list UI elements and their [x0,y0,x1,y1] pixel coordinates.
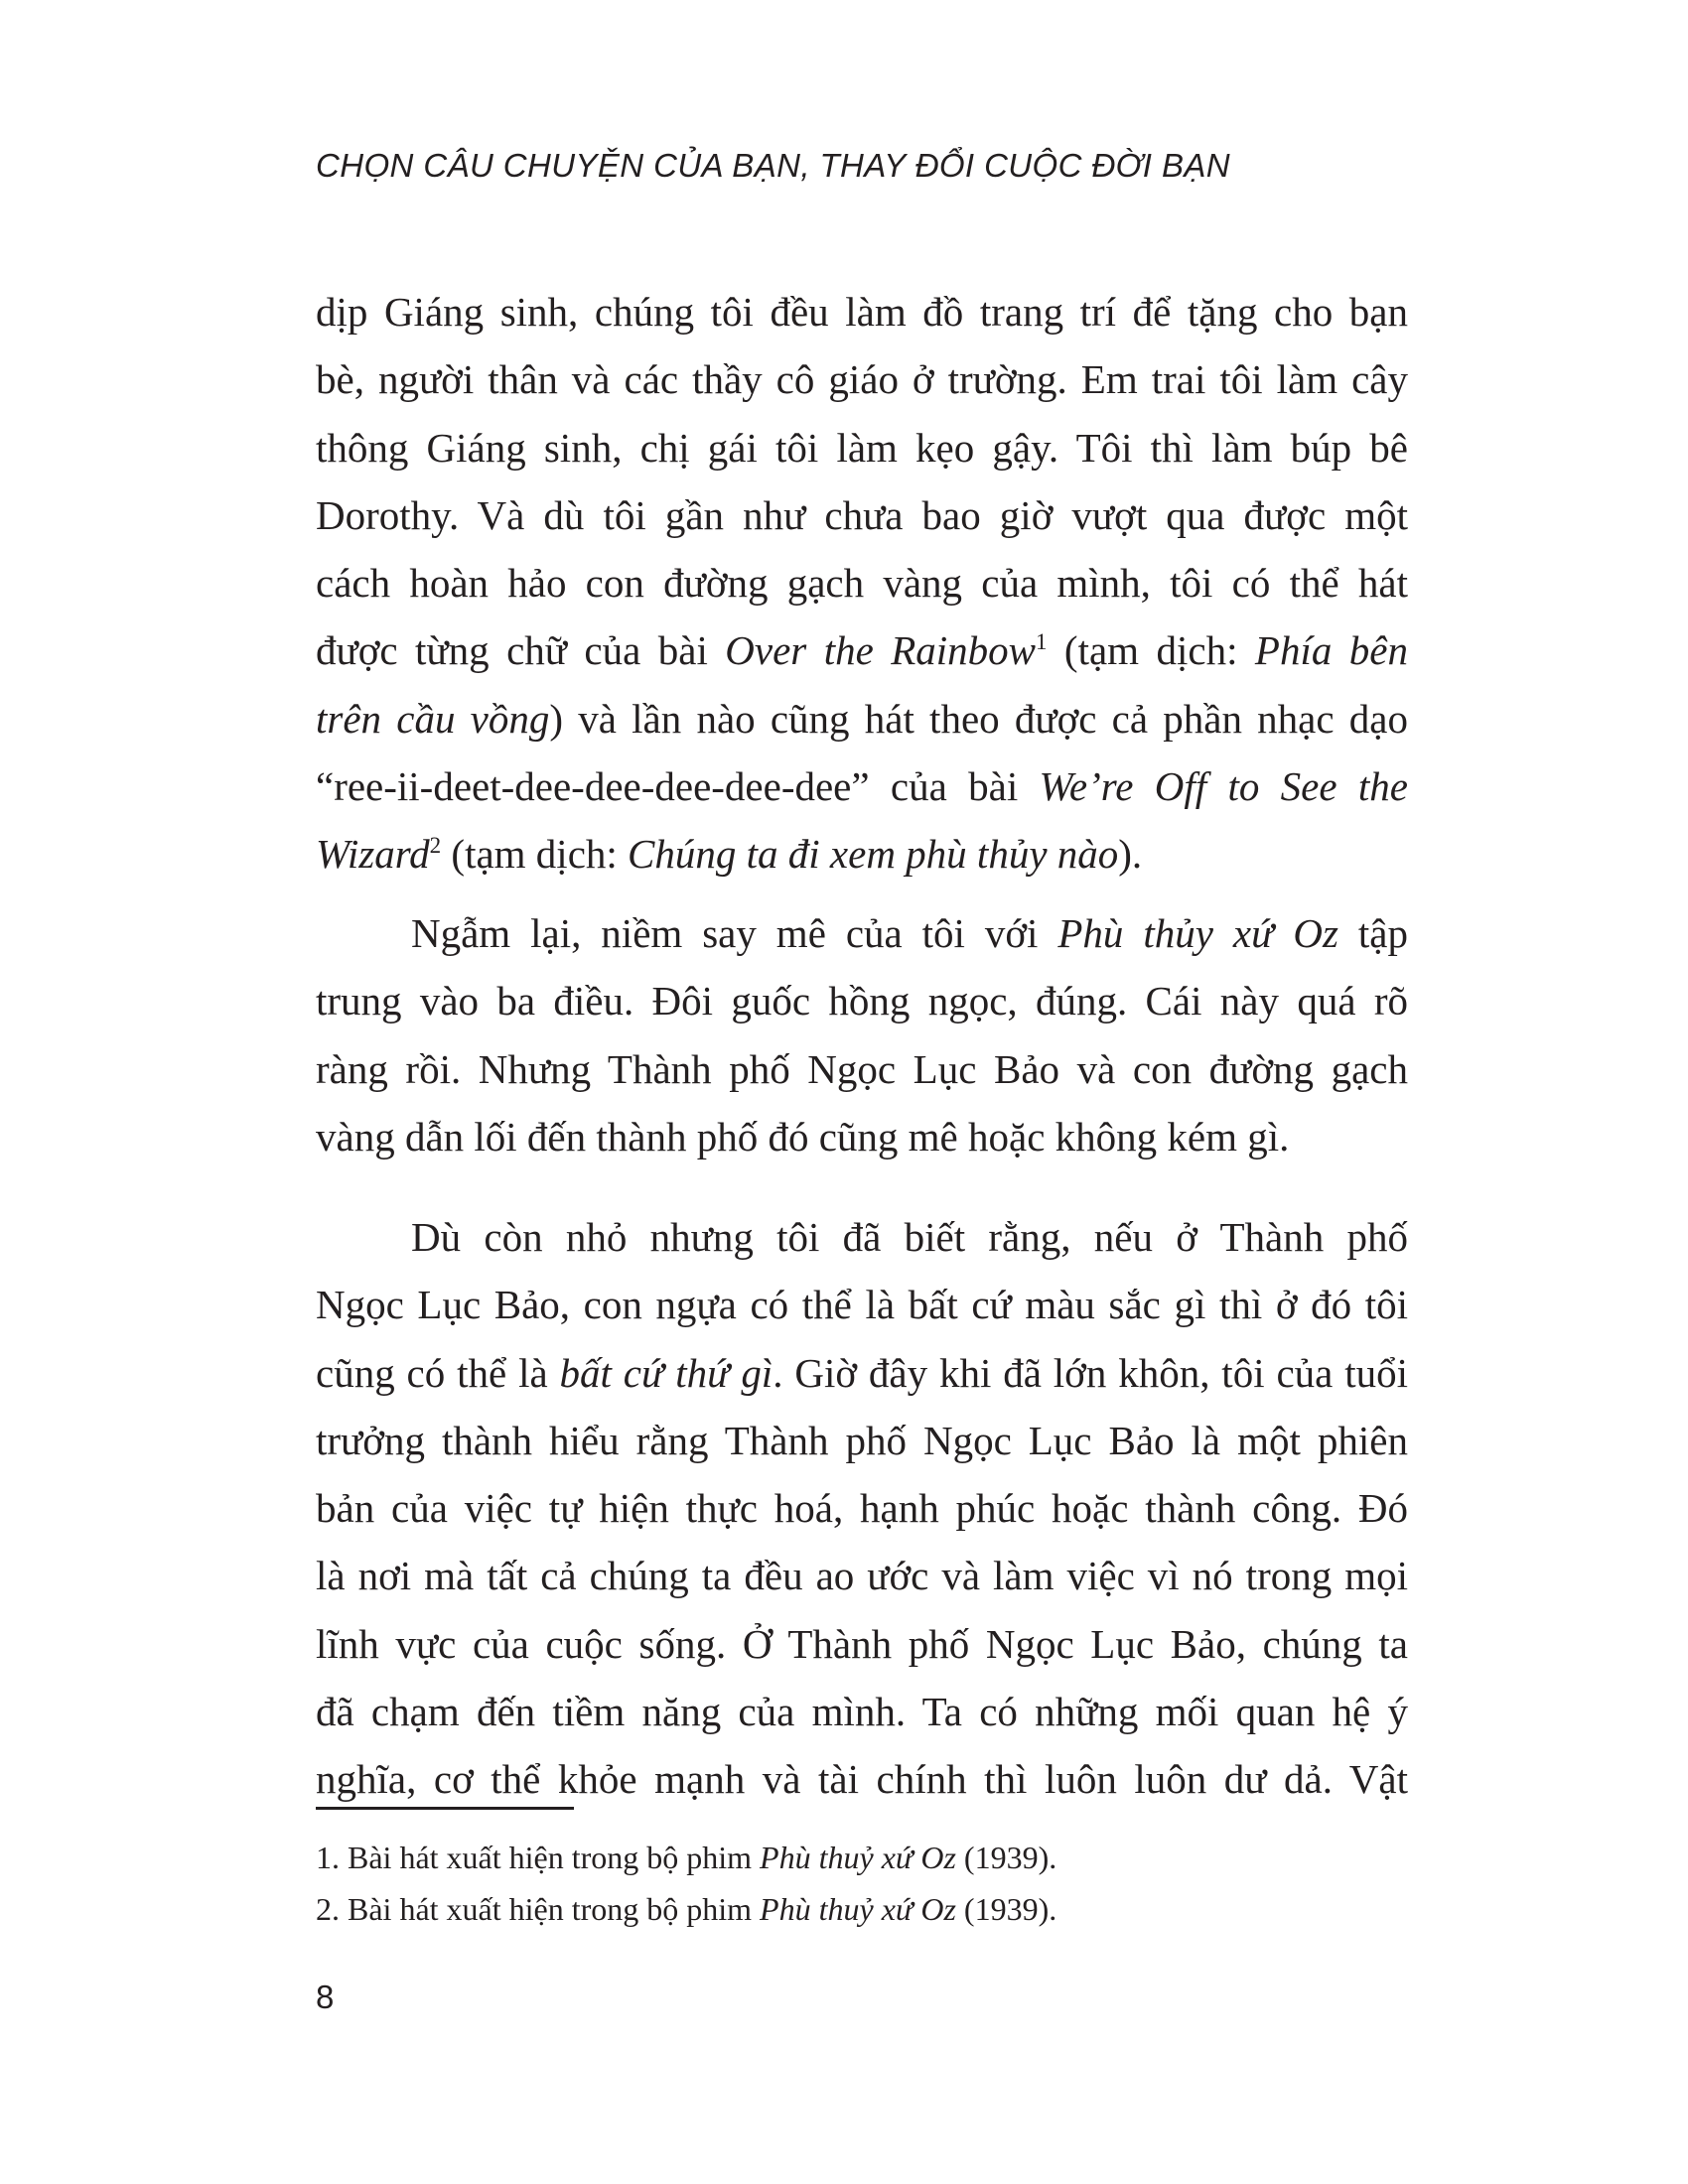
text-line [316,481,1408,549]
text-run: cách hoàn hảo con đường gạch vàng của mình, tôi có thể hát [316,560,1408,607]
text-run: thông Giáng sinh, chị gái tôi làm kẹo gậy. Tôi thì làm búp bê [316,424,1408,471]
text-line [316,1203,1408,1271]
footnote-2 [316,1883,1056,1935]
text-run: là nơi mà tất cả chúng ta đều ao ước và làm việc vì nó trong mọi [316,1553,1408,1599]
text-line [316,1103,1408,1170]
page-number: 8 [316,1979,335,2015]
italic-text: Wizard [316,831,430,878]
text-line [316,1678,1408,1745]
text-line [316,820,1408,887]
footnote-ref: 2 [429,833,442,859]
text-line [316,345,1408,413]
text-run: Ngẫm lại, niềm say mê của tôi với [411,910,1058,956]
text-line [316,1271,1408,1338]
italic-text: Phía bên [1254,627,1408,674]
text-line [316,899,1408,967]
text-run: (tạm dịch: [441,831,629,878]
text-run: đã chạm đến tiềm năng của mình. Ta có những mối quan hệ ý [316,1689,1408,1735]
text-line [316,752,1408,820]
text-run: bè, người thân và các thầy cô giáo ở trường. Em trai tôi làm cây [316,356,1408,403]
italic-text: Phù thuỷ xứ Oz [760,1840,956,1875]
paragraph-2 [316,899,1408,1170]
text-run: ). [1118,831,1143,878]
text-run: dịp Giáng sinh, chúng tôi đều làm đồ trang trí để tặng cho bạn [316,289,1408,335]
text-line [316,685,1408,752]
text-run: Ngọc Lục Bảo, con ngựa có thể là bất cứ màu sắc gì thì ở đó tôi [316,1282,1408,1328]
italic-text: trên cầu vồng [316,695,550,742]
text-line [316,1035,1408,1103]
text-line [316,967,1408,1034]
text-run: ) và lần nào cũng hát theo được cả phần nhạc dạo [549,695,1408,742]
text-line [316,1542,1408,1609]
text-run: Dorothy. Và dù tôi gần như chưa bao giờ vượt qua được một [316,491,1408,538]
text-run: 1. Bài hát xuất hiện trong bộ phim [316,1840,761,1875]
italic-text: Chúng ta đi xem phù thủy nào [628,831,1119,878]
footnote-ref: 1 [1036,629,1048,655]
text-run: bản của việc tự hiện thực hoá, hạnh phúc hoặc thành công. Đó [316,1485,1408,1532]
italic-text: Phù thủy xứ Oz [1057,910,1338,956]
text-line [316,616,1408,684]
text-run: (tạm dịch: [1047,627,1255,674]
text-run: tập [1337,910,1408,956]
paragraph-1 [316,278,1408,888]
text-run: trưởng thành hiểu rằng Thành phố Ngọc Lục Bảo là một phiên [316,1417,1408,1463]
text-line [316,549,1408,616]
text-run: lĩnh vực của cuộc sống. Ở Thành phố Ngọc Lục Bảo, chúng ta [316,1620,1408,1667]
text-run: ràng rồi. Nhưng Thành phố Ngọc Lục Bảo và con đường gạch [316,1045,1408,1092]
text-run: (1939). [955,1891,1057,1927]
italic-text: Over the Rainbow [725,627,1036,674]
text-run: trung vào ba điều. Đôi guốc hồng ngọc, đúng. Cái này quá rõ [316,978,1408,1024]
text-line [316,1474,1408,1542]
italic-text: bất cứ thứ gì [559,1349,774,1396]
text-run: cũng có thể là [316,1349,560,1396]
text-run: Dù còn nhỏ nhưng tôi đã biết rằng, nếu ở Thành phố [411,1214,1408,1260]
paragraph-3 [316,1203,1408,1814]
text-run: vàng dẫn lối đến thành phố đó cũng mê hoặc không kém gì. [316,1113,1290,1160]
italic-text: Phù thuỷ xứ Oz [760,1891,956,1927]
text-line [316,278,1408,345]
footnote-1 [316,1832,1056,1883]
text-run: . Giờ đây khi đã lớn khôn, tôi của tuổi [773,1349,1408,1396]
text-run: “ree-ii-deet-dee-dee-dee-dee-dee” của bài [316,763,1040,810]
text-run: (1939). [955,1840,1057,1875]
text-line [316,1407,1408,1474]
footnotes [316,1832,1056,1935]
text-run: nghĩa, cơ thể khỏe mạnh và tài chính thì luôn luôn dư dả. Vật [316,1756,1408,1803]
running-head: CHỌN CÂU CHUYỆN CỦA BẠN, THAY ĐỔI CUỘC ĐỜI BẠN [316,147,1231,184]
text-run: 2. Bài hát xuất hiện trong bộ phim [316,1891,761,1927]
text-line [316,1745,1408,1813]
text-run: được từng chữ của bài [316,627,726,674]
text-line [316,414,1408,481]
text-line [316,1610,1408,1678]
footnote-divider [316,1807,574,1810]
text-line [316,1339,1408,1407]
italic-text: We’re Off to See the [1039,763,1408,810]
